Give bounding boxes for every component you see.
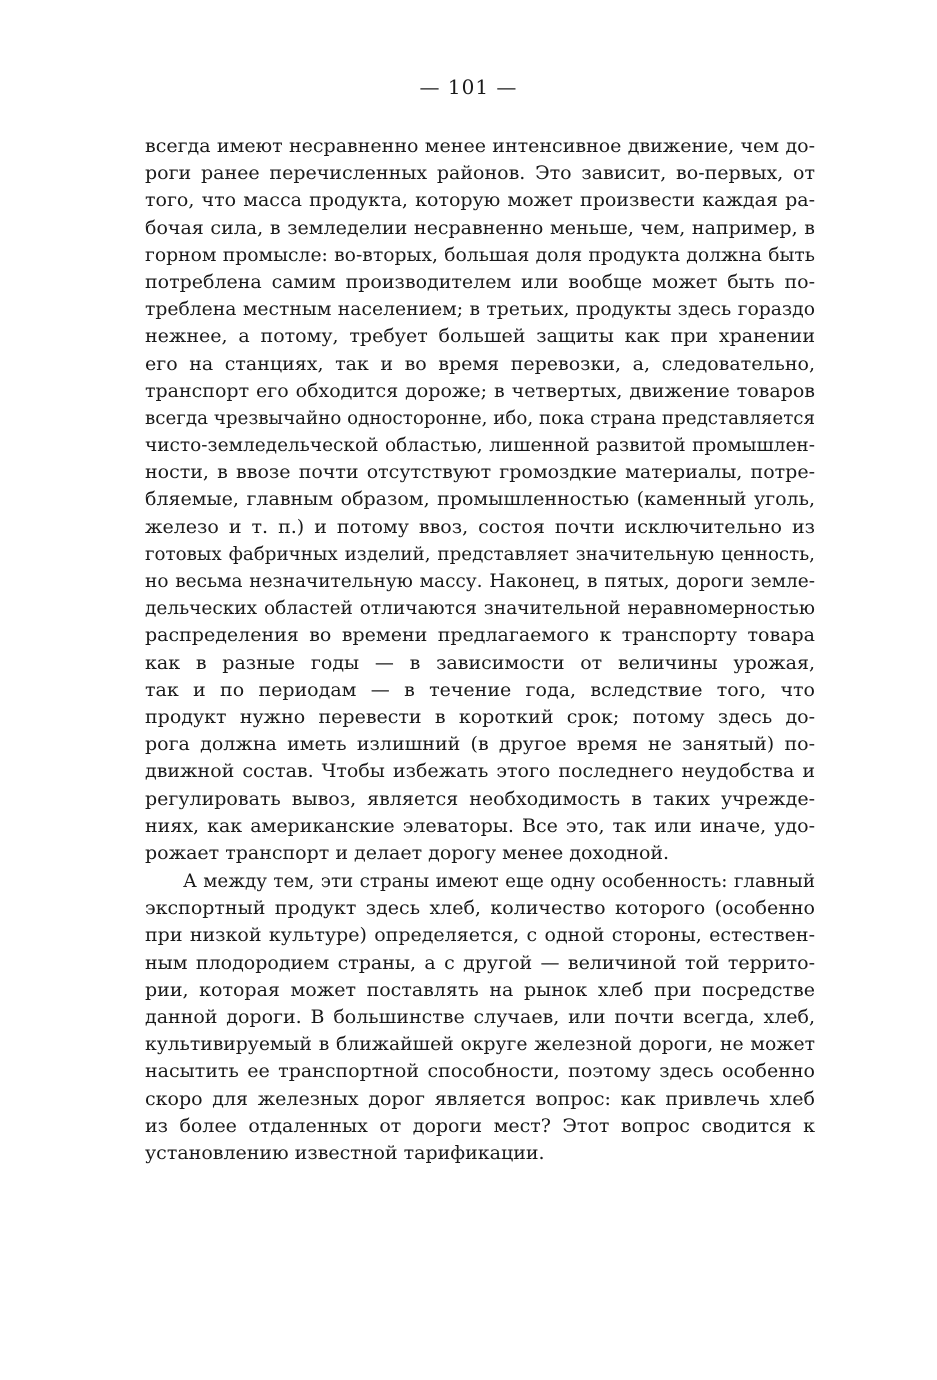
text-line: распределения во времени предлагаемого к транспорту товара (145, 624, 815, 647)
text-line: треблена местным населением; в третьих, продукты здесь гораздо (145, 299, 815, 321)
text-line: чисто-земледельческой областью, лишенной развитой промышлен- (145, 435, 815, 457)
page-number: — 101 — (419, 75, 518, 99)
text-line: рии, которая может поставлять на рынок хлеб при посредстве (145, 978, 815, 1001)
text-line: ниях, как американские элеваторы. Все это, так или иначе, удо- (145, 814, 815, 837)
text-line: нежнее, а потому, требует большей защиты как при хранении (145, 325, 815, 348)
text-line: горном промысле: во-вторых, большая доля продукта должна быть (145, 244, 815, 266)
text-line: насытить ее транспортной способности, поэтому здесь особенно (145, 1060, 815, 1083)
text-line: рога должна иметь излишний (в другое время не занятый) по- (145, 733, 815, 756)
text-line: роги ранее перечисленных районов. Это зависит, во-первых, от (145, 162, 815, 185)
paragraph-1 (145, 133, 815, 867)
text-line: установлению известной тарификации. (145, 1141, 545, 1164)
text-line: дельческих областей отличаются значительной неравномерностью (145, 598, 815, 620)
text-line: движной состав. Чтобы избежать этого последнего неудобства и (145, 760, 815, 783)
text-line: А между тем, эти страны имеют еще одну особенность: главный (183, 871, 815, 893)
text-line: экспортный продукт здесь хлеб, количество которого (особенно (145, 897, 815, 920)
text-line: при низкой культуре) определяется, с одной стороны, естествен- (145, 924, 815, 947)
paragraph-2 (145, 868, 815, 1167)
text-line: транспорт его обходится дороже; в четвертых, движение товаров (145, 379, 815, 402)
text-line: его на станциях, так и во время перевозки, а, следовательно, (145, 352, 815, 375)
text-line: продукт нужно перевести в короткий срок; потому здесь до- (145, 705, 815, 728)
text-line: бочая сила, в земледелии несравненно меньше, чем, например, в (145, 216, 815, 239)
text-line: потреблена самим производителем или вообще может быть по- (145, 270, 815, 293)
text-line: данной дороги. В большинстве случаев, или почти всегда, хлеб, (145, 1006, 815, 1028)
text-line: но весьма незначительную массу. Наконец, в пятых, дороги земле- (145, 571, 815, 592)
text-line: всегда чрезвычайно односторонне, ибо, пока страна представляется (145, 407, 815, 429)
text-line: как в разные годы — в зависимости от величины урожая, (145, 651, 815, 674)
body-text (145, 133, 815, 1167)
text-line: того, что масса продукта, которую может произвести каждая ра- (145, 189, 815, 212)
text-line: культивируемый в ближайшей округе железной дороги, не может (145, 1034, 815, 1056)
text-line: железо и т. п.) и потому ввоз, состоя почти исключительно из (145, 515, 815, 538)
text-line: из более отдаленных от дороги мест? Этот вопрос сводится к (145, 1114, 815, 1137)
text-line: ным плодородием страны, а с другой — величиной той террито- (145, 951, 815, 974)
text-line: скоро для железных дорог является вопрос: как привлечь хлеб (145, 1087, 815, 1110)
text-line: рожает транспорт и делает дорогу менее доходной. (145, 841, 670, 864)
text-line: готовых фабричных изделий, представляет значительную ценность, (145, 543, 815, 565)
text-line: ности, в ввозе почти отсутствуют громоздкие материалы, потре- (145, 461, 815, 484)
text-line: так и по периодам — в течение года, вследствие того, что (145, 678, 815, 701)
text-line: регулировать вывоз, является необходимость в таких учрежде- (145, 787, 815, 810)
text-line: всегда имеют несравненно менее интенсивное движение, чем до- (145, 135, 815, 157)
text-line: бляемые, главным образом, промышленностью (каменный уголь, (145, 488, 815, 511)
